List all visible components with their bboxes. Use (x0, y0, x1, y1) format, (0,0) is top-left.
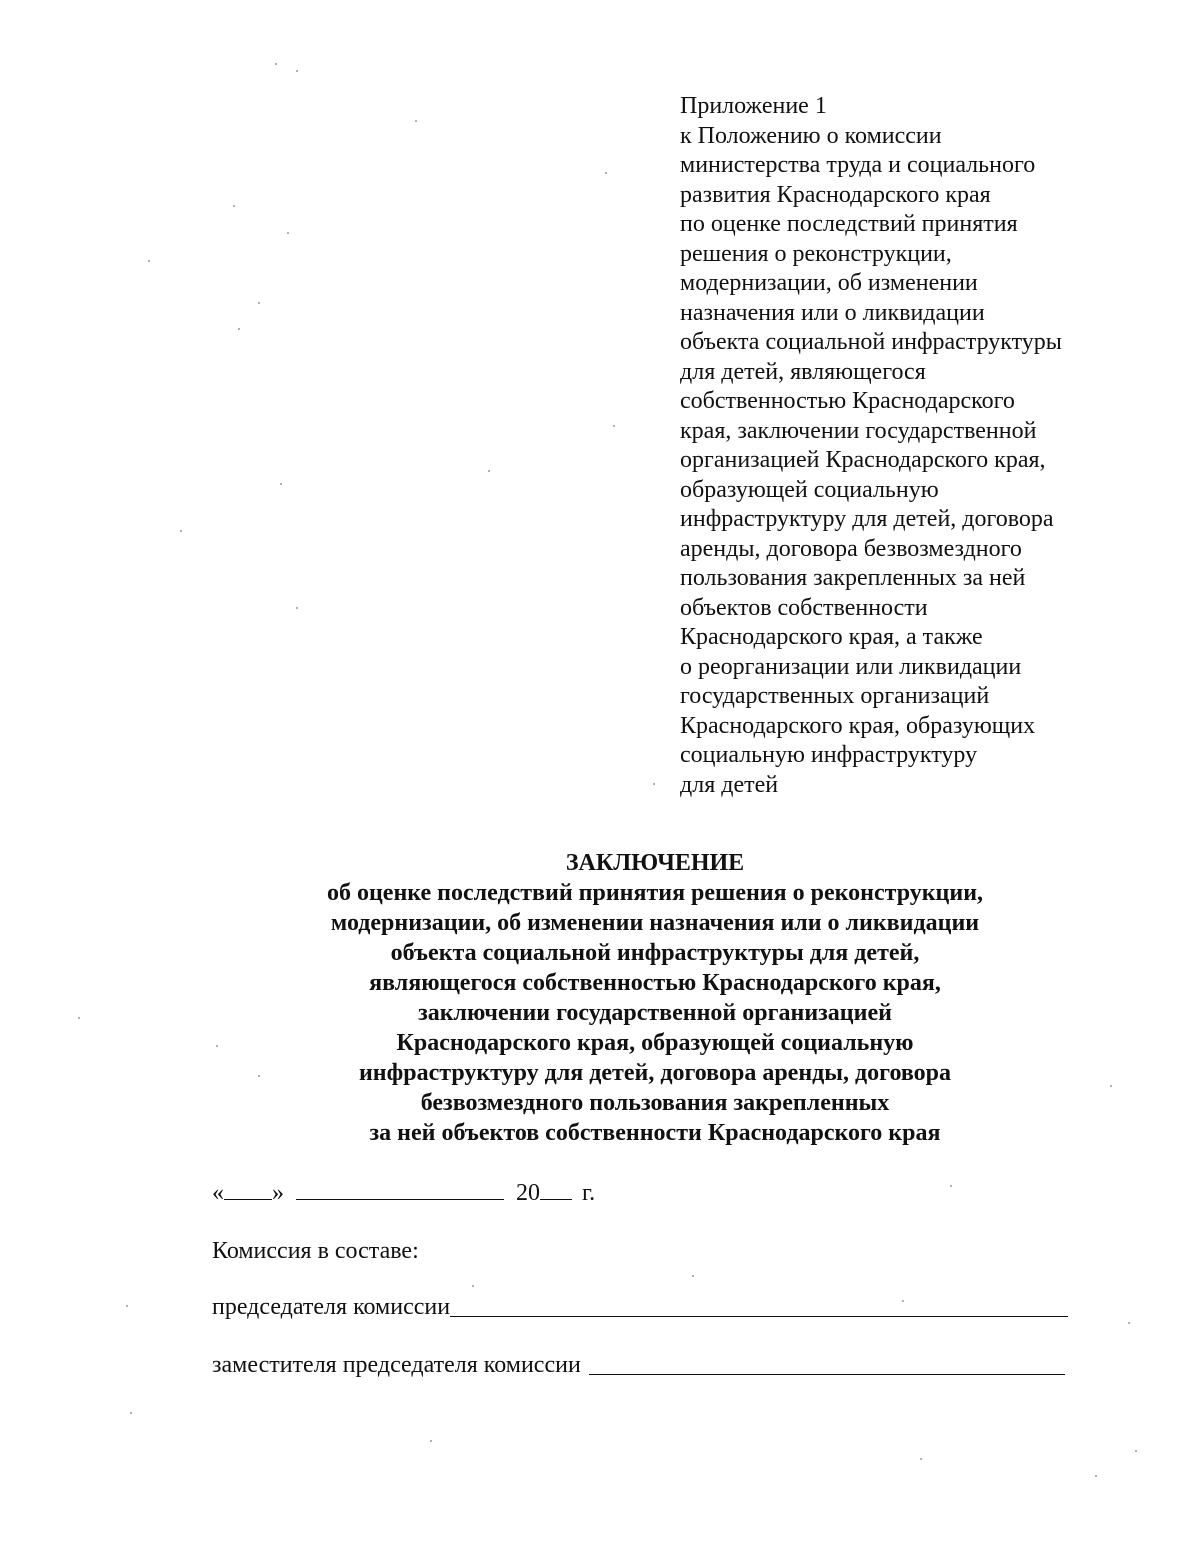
title-line: об оценке последствий принятия решения о реконструкции, (326, 880, 984, 906)
appendix-line: инфраструктуру для детей, договора (680, 506, 1054, 532)
year-blank[interactable] (540, 1177, 572, 1200)
scan-speck (296, 70, 298, 72)
scan-speck (692, 1275, 694, 1277)
date-open-quote: « (212, 1180, 224, 1206)
scan-speck (287, 232, 289, 234)
scan-speck (233, 205, 235, 207)
appendix-line: для детей (680, 771, 779, 798)
scan-speck (148, 260, 150, 262)
scan-speck (1135, 1450, 1137, 1452)
scan-speck (488, 470, 490, 472)
scan-speck (180, 530, 182, 532)
title-line: инфраструктуру для детей, договора аренды, договора (358, 1060, 952, 1086)
appendix-line: для детей, являющегося (680, 358, 926, 385)
title-line: безвозмездного пользования закрепленных (420, 1090, 890, 1116)
year-suffix: г. (582, 1180, 596, 1206)
scan-speck (415, 120, 417, 122)
deputy-input-line[interactable] (589, 1352, 1065, 1375)
title-line: заключении государственной организацией (418, 1000, 892, 1026)
appendix-line: организацией Краснодарского края, (680, 447, 1046, 473)
scan-speck (653, 783, 655, 785)
scan-speck (216, 1045, 218, 1047)
appendix-line: назначения или о ликвидации (680, 299, 985, 326)
appendix-line: Краснодарского края, а также (680, 624, 983, 650)
document-title-block (230, 848, 1080, 1148)
day-blank[interactable] (224, 1177, 272, 1200)
scan-speck (258, 302, 260, 304)
scan-speck (920, 1458, 922, 1460)
title-line: объекта социальной инфраструктуры для детей, (390, 940, 920, 966)
appendix-line: Приложение 1 (680, 93, 827, 119)
scan-speck (950, 1185, 952, 1187)
appendix-line: Краснодарского края, образующих (680, 712, 1036, 739)
scan-speck (130, 1412, 132, 1414)
scan-speck (1110, 1085, 1112, 1087)
date-close-quote: » (272, 1180, 284, 1206)
month-blank[interactable] (296, 1177, 504, 1200)
commission-label: Комиссия в составе: (212, 1238, 419, 1264)
appendix-line: к Положению о комиссии (680, 122, 942, 149)
scan-speck (78, 1017, 80, 1019)
deputy-field-row (212, 1350, 1065, 1380)
scan-speck (275, 63, 277, 65)
chairman-field-row (212, 1292, 1068, 1322)
appendix-line: объекта социальной инфраструктуры (680, 329, 1062, 355)
appendix-line: по оценке последствий принятия (680, 211, 1018, 237)
scan-speck (258, 1075, 260, 1077)
scan-speck (1095, 1475, 1097, 1477)
title-line: являющегося собственностью Краснодарского края, (369, 970, 941, 996)
appendix-line: объектов собственности (680, 594, 928, 621)
chairman-input-line[interactable] (450, 1294, 1068, 1317)
year-prefix: 20 (516, 1180, 540, 1206)
appendix-line: аренды, договора безвозмездного (680, 535, 1022, 562)
appendix-block (680, 92, 1180, 800)
scan-speck (126, 1305, 128, 1307)
scan-speck (280, 483, 282, 485)
appendix-line: решения о реконструкции, (680, 240, 952, 267)
appendix-line: о реорганизации или ликвидации (680, 653, 1022, 680)
scan-speck (238, 328, 240, 330)
scan-speck (296, 607, 298, 609)
appendix-line: модернизации, об изменении (680, 270, 978, 296)
scan-speck (430, 1440, 432, 1442)
scan-speck (1128, 1322, 1130, 1324)
appendix-line: пользования закрепленных за ней (680, 565, 1026, 591)
scan-speck (902, 1300, 904, 1302)
date-line (212, 1177, 595, 1208)
appendix-line: образующей социальную (680, 476, 939, 503)
appendix-line: государственных организаций (680, 683, 990, 709)
appendix-line: министерства труда и социального (680, 152, 1036, 178)
deputy-label: заместителя председателя комиссии (212, 1352, 581, 1378)
document-heading: ЗАКЛЮЧЕНИЕ (565, 850, 745, 876)
title-line: Краснодарского края, образующей социальную (396, 1030, 914, 1056)
appendix-line: края, заключении государственной (680, 417, 1037, 444)
appendix-line: собственностью Краснодарского (680, 388, 1015, 414)
title-line: модернизации, об изменении назначения или о ликвидации (330, 910, 980, 936)
scan-speck (472, 1285, 474, 1287)
scan-speck (613, 425, 615, 427)
scan-speck (605, 172, 607, 174)
title-line: за ней объектов собственности Краснодарского края (369, 1120, 941, 1146)
chairman-label: председателя комиссии (212, 1294, 451, 1320)
appendix-line: социальную инфраструктуру (680, 742, 978, 768)
appendix-line: развития Краснодарского края (680, 181, 991, 208)
